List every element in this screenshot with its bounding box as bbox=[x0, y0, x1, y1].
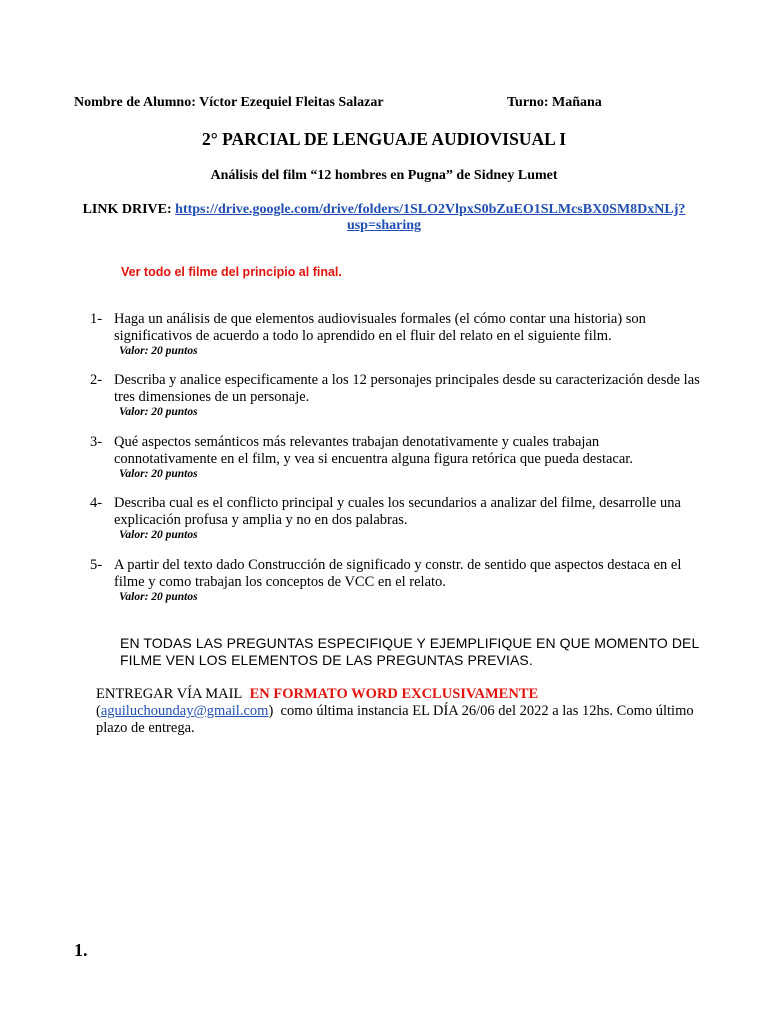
question-text: Haga un análisis de que elementos audiovisuales formales (el cómo contar una historia) son significativos de acuerdo a todo lo aprendido en el fluir del relato en el siguiente film. bbox=[114, 311, 646, 344]
question-item bbox=[90, 434, 700, 481]
email-link[interactable]: aguiluchounday@gmail.com bbox=[100, 703, 269, 719]
document-title: 2° PARCIAL DE LENGUAJE AUDIOVISUAL I bbox=[201, 129, 567, 149]
question-text: Describa y analice especificamente a los 12 personajes principales desde su caracterización desde las tres dimensiones de un personaje. bbox=[114, 372, 700, 405]
question-text: A partir del texto dado Construcción de significado y constr. de sentido que aspectos destaca en el filme y como trabajan los conceptos de VCC en el relato. bbox=[114, 557, 682, 590]
question-value: Valor: 20 puntos bbox=[119, 468, 198, 480]
question-number: 5- bbox=[90, 557, 103, 573]
question-number: 4- bbox=[90, 495, 103, 511]
question-number: 1- bbox=[90, 311, 103, 327]
delivery-format-emphasis: EN FORMATO WORD EXCLUSIVAMENTE bbox=[249, 686, 539, 702]
question-number: 2- bbox=[90, 372, 103, 388]
question-item bbox=[90, 495, 700, 542]
question-value: Valor: 20 puntos bbox=[119, 591, 198, 603]
drive-link-url-line2: usp=sharing bbox=[346, 218, 422, 233]
email-open-paren: ( bbox=[96, 703, 101, 719]
question-item bbox=[90, 372, 700, 419]
question-item bbox=[90, 557, 700, 604]
delivery-instructions bbox=[96, 686, 716, 737]
student-line bbox=[74, 95, 384, 111]
page-number: 1. bbox=[74, 940, 88, 960]
delivery-deadline: como última instancia EL DÍA 26/06 del 2022 a las 12hs. Como último plazo de entrega. bbox=[96, 703, 694, 736]
delivery-prefix: ENTREGAR VÍA MAIL bbox=[96, 686, 243, 702]
drive-link-url-line1: https://drive.google.com/drive/folders/1SLO2VlpxS0bZuEO1SLMcsBX0SM8DxNLj? bbox=[175, 202, 686, 217]
document-subtitle: Análisis del film “12 hombres en Pugna” de Sidney Lumet bbox=[210, 168, 558, 183]
drive-link-label: LINK DRIVE: bbox=[82, 202, 172, 217]
student-label: Nombre de Alumno: bbox=[74, 95, 196, 110]
question-value: Valor: 20 puntos bbox=[119, 529, 198, 541]
student-name: Víctor Ezequiel Fleitas Salazar bbox=[199, 95, 384, 110]
shift-line bbox=[507, 95, 602, 111]
question-text: Qué aspectos semánticos más relevantes trabajan denotativamente y cuales trabajan connotativamente en el film, y vea si encuentra alguna figura retórica que pueda destacar. bbox=[114, 434, 633, 467]
drive-link-block bbox=[60, 202, 708, 234]
shift-value: Mañana bbox=[552, 95, 602, 110]
question-value: Valor: 20 puntos bbox=[119, 406, 198, 418]
email-close-paren: ) bbox=[268, 703, 274, 719]
question-item bbox=[90, 311, 700, 358]
question-value: Valor: 20 puntos bbox=[119, 345, 198, 357]
watch-note: Ver todo el filme del principio al final. bbox=[121, 265, 342, 279]
question-text: Describa cual es el conflicto principal y cuales los secundarios a analizar del filme, desarrolle una explicación profusa y amplia y no en dos palabras. bbox=[114, 495, 681, 528]
shift-label: Turno: bbox=[507, 95, 549, 110]
question-number: 3- bbox=[90, 434, 103, 450]
drive-link[interactable] bbox=[175, 202, 685, 233]
general-instruction: EN TODAS LAS PREGUNTAS ESPECIFIQUE Y EJEMPLIFIQUE EN QUE MOMENTO DEL FILME VEN LOS ELEMENTOS DE LAS PREGUNTAS PREVIAS. bbox=[120, 635, 699, 668]
